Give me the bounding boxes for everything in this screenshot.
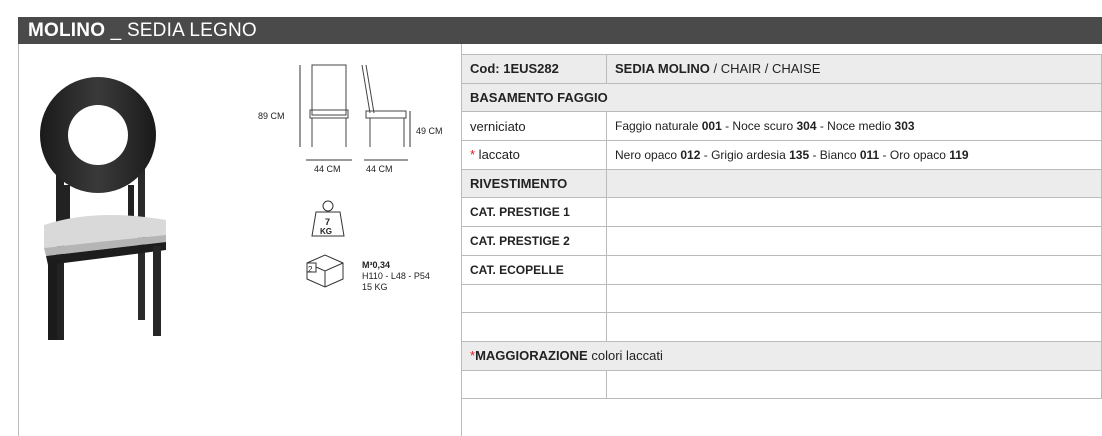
- product-name: SEDIA MOLINO / CHAIR / CHAISE: [607, 55, 1102, 84]
- height-label: 89 CM: [258, 111, 285, 121]
- weight-unit: KG: [320, 227, 332, 236]
- chair-outline-drawings: [270, 55, 450, 185]
- product-header: [18, 17, 1102, 44]
- seat-height-label: 49 CM: [416, 126, 443, 136]
- table-row: [462, 313, 1102, 342]
- spec-table: [461, 54, 1102, 399]
- brand-name: MOLINO: [28, 20, 106, 41]
- upholstery-section-title: RIVESTIMENTO: [462, 169, 607, 198]
- depth-label: 44 CM: [366, 164, 393, 174]
- package-weight: 15 KG: [362, 282, 388, 292]
- table-row: [462, 255, 1102, 284]
- table-row: [462, 83, 1102, 112]
- header-separator: _: [105, 20, 127, 41]
- category-prestige-2: CAT. PRESTIGE 2: [462, 227, 607, 256]
- weight-value: 7: [325, 217, 331, 227]
- package-quantity: 2: [308, 265, 313, 274]
- table-row: [462, 112, 1102, 141]
- table-row: [462, 169, 1102, 198]
- table-row: [462, 370, 1102, 399]
- left-border: [18, 44, 19, 436]
- package-volume: M³0,34: [362, 260, 391, 270]
- lacquered-values: Nero opaco 012 - Grigio ardesia 135 - Bianco 011 - Oro opaco 119: [607, 141, 1102, 170]
- table-row: [462, 341, 1102, 370]
- surcharge-note: *MAGGIORAZIONE colori laccati: [462, 341, 1102, 370]
- table-row: [462, 55, 1102, 84]
- base-section-title: BASAMENTO FAGGIO: [462, 83, 1102, 112]
- category-ecopelle: CAT. ECOPELLE: [462, 255, 607, 284]
- table-row: [462, 198, 1102, 227]
- product-type: SEDIA LEGNO: [126, 20, 257, 41]
- table-row: [462, 284, 1102, 313]
- dimension-diagram: [258, 55, 450, 345]
- lacquered-label: * laccato: [462, 141, 607, 170]
- category-prestige-1: CAT. PRESTIGE 1: [462, 198, 607, 227]
- package-size: H110 - L48 - P54: [362, 271, 430, 281]
- table-row: [462, 141, 1102, 170]
- table-row: [462, 227, 1102, 256]
- chair-image: [26, 70, 206, 350]
- width-label: 44 CM: [314, 164, 341, 174]
- product-code: Cod: 1EUS282: [462, 55, 607, 84]
- painted-values: Faggio naturale 001 - Noce scuro 304 - Noce medio 303: [607, 112, 1102, 141]
- painted-label: verniciato: [462, 112, 607, 141]
